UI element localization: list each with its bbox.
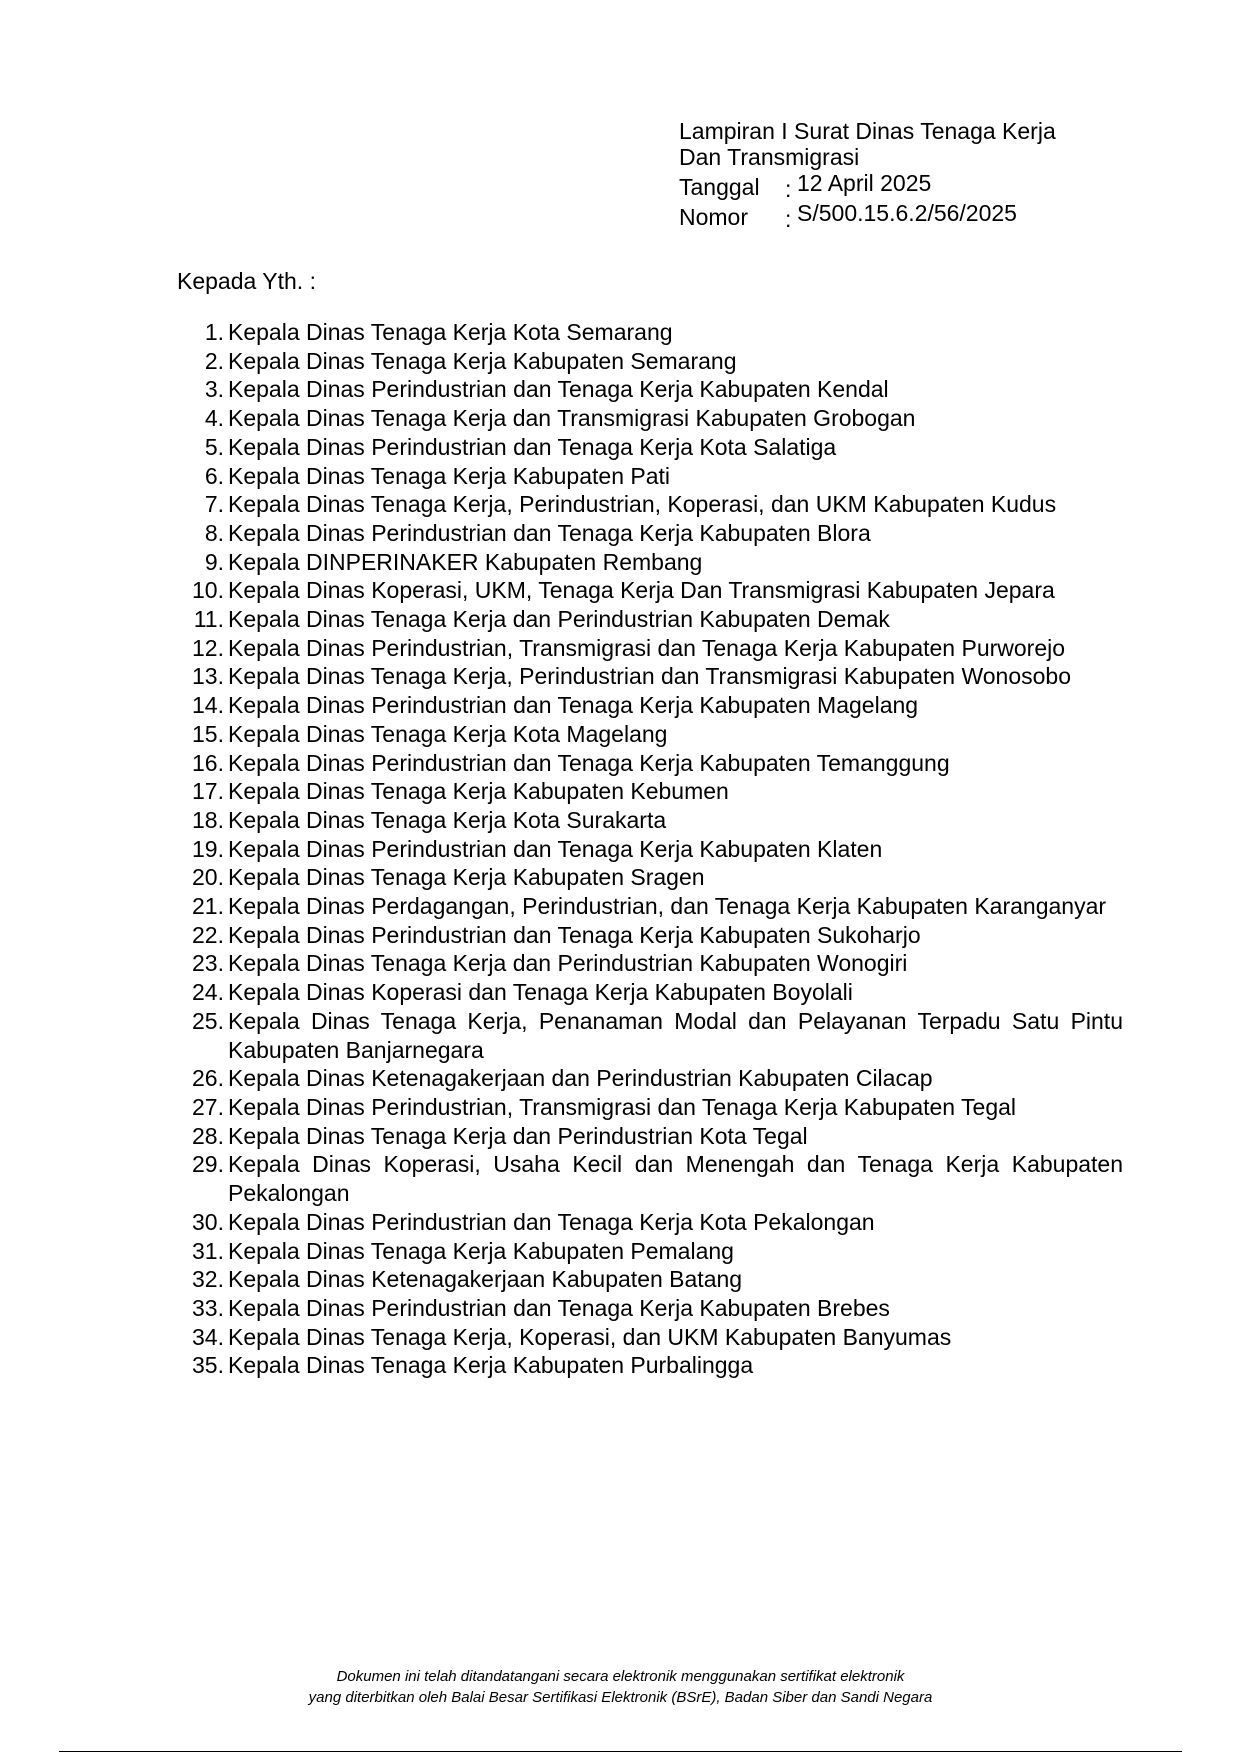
recipient-number: 25. xyxy=(192,1007,224,1034)
recipient-item xyxy=(160,462,1123,491)
recipient-number: 3. xyxy=(204,376,224,403)
recipient-number: 17. xyxy=(192,778,224,805)
recipient-item xyxy=(160,1351,1123,1380)
recipient-name: Kepala Dinas Perindustrian dan Tenaga Kerja Kabupaten Temanggung xyxy=(228,749,950,776)
recipient-item xyxy=(160,404,1123,433)
recipient-number: 7. xyxy=(204,491,224,518)
recipient-item xyxy=(160,1093,1123,1122)
recipient-name: Kepala Dinas Perindustrian, Transmigrasi dan Tenaga Kerja Kabupaten Tegal xyxy=(228,1093,1017,1120)
recipient-item xyxy=(160,662,1123,691)
attachment-header xyxy=(679,118,1119,230)
date-value: 12 April 2025 xyxy=(797,170,932,196)
recipient-number: 6. xyxy=(204,462,224,489)
recipient-item xyxy=(160,806,1123,835)
recipient-name: Kepala Dinas Perindustrian dan Tenaga Kerja Kabupaten Sukoharjo xyxy=(228,921,921,948)
recipient-name: Kepala Dinas Tenaga Kerja dan Transmigrasi Kabupaten Grobogan xyxy=(228,405,916,432)
recipient-item xyxy=(160,318,1123,347)
attachment-title-line1: Lampiran I Surat Dinas Tenaga Kerja xyxy=(679,118,1056,144)
recipient-name: Kepala Dinas Tenaga Kerja dan Perindustrian Kabupaten Wonogiri xyxy=(228,950,908,977)
recipient-item xyxy=(160,749,1123,778)
recipient-item xyxy=(160,1237,1123,1266)
recipient-name: Kepala Dinas Perindustrian, Transmigrasi dan Tenaga Kerja Kabupaten Purworejo xyxy=(228,634,1066,661)
recipient-number: 20. xyxy=(192,864,224,891)
recipient-number: 16. xyxy=(192,749,224,776)
recipient-number: 23. xyxy=(192,950,224,977)
recipient-number: 2. xyxy=(204,347,224,374)
recipient-name: Kepala Dinas Perindustrian dan Tenaga Kerja Kabupaten Klaten xyxy=(228,835,883,862)
recipient-name: Kepala Dinas Tenaga Kerja, Perindustrian dan Transmigrasi Kabupaten Wonosobo xyxy=(228,663,1072,690)
recipient-name: Kepala Dinas Perindustrian dan Tenaga Kerja Kabupaten Kendal xyxy=(228,376,889,403)
recipient-item xyxy=(160,490,1123,519)
recipient-number: 15. xyxy=(192,720,224,747)
attachment-title-line2: Dan Transmigrasi xyxy=(679,144,860,170)
recipient-number: 21. xyxy=(192,893,224,920)
recipient-name: Kepala Dinas Koperasi, Usaha Kecil dan Menengah dan Tenaga Kerja Kabupaten Pekalongan xyxy=(228,1151,1123,1207)
recipient-item xyxy=(160,1323,1123,1352)
recipient-item xyxy=(160,634,1123,663)
recipient-number: 27. xyxy=(192,1093,224,1120)
recipient-name: Kepala Dinas Perindustrian dan Tenaga Kerja Kota Salatiga xyxy=(228,433,837,460)
recipient-number: 22. xyxy=(192,921,224,948)
number-value: S/500.15.6.2/56/2025 xyxy=(797,200,1017,226)
recipient-name: Kepala Dinas Tenaga Kerja Kota Semarang xyxy=(228,319,673,345)
recipient-item xyxy=(160,1294,1123,1323)
recipient-list xyxy=(160,318,1123,1380)
recipient-number: 32. xyxy=(192,1266,224,1293)
recipient-number: 12. xyxy=(192,634,224,661)
recipient-name: Kepala Dinas Ketenagakerjaan dan Perindustrian Kabupaten Cilacap xyxy=(228,1065,933,1092)
recipient-heading: Kepada Yth. : xyxy=(177,268,316,294)
recipient-number: 5. xyxy=(204,433,224,460)
date-row xyxy=(679,170,1119,200)
recipient-name: Kepala Dinas Koperasi, UKM, Tenaga Kerja Dan Transmigrasi Kabupaten Jepara xyxy=(228,577,1055,604)
footer-divider xyxy=(59,1751,1182,1752)
electronic-signature-note xyxy=(0,1666,1241,1708)
recipient-item xyxy=(160,978,1123,1007)
recipient-item xyxy=(160,1122,1123,1151)
recipient-item xyxy=(160,519,1123,548)
recipient-name: Kepala Dinas Perindustrian dan Tenaga Kerja Kabupaten Magelang xyxy=(228,692,919,719)
recipient-name: Kepala Dinas Tenaga Kerja dan Perindustrian Kabupaten Demak xyxy=(228,606,890,633)
recipient-name: Kepala Dinas Tenaga Kerja Kabupaten Semarang xyxy=(228,347,737,374)
date-label: Tanggal xyxy=(679,174,760,200)
recipient-number: 29. xyxy=(192,1151,224,1178)
recipient-number: 33. xyxy=(192,1294,224,1321)
recipient-number: 11. xyxy=(193,606,224,633)
recipient-item xyxy=(160,892,1123,921)
recipient-number: 24. xyxy=(192,979,224,1006)
date-separator: : xyxy=(785,176,792,202)
recipient-number: 26. xyxy=(192,1065,224,1092)
number-separator: : xyxy=(785,206,792,232)
recipient-item xyxy=(160,863,1123,892)
recipient-number: 19. xyxy=(192,835,224,862)
recipient-name: Kepala Dinas Tenaga Kerja, Penanaman Modal dan Pelayanan Terpadu Satu Pintu Kabupaten Banjarnegara xyxy=(228,1007,1123,1063)
number-row xyxy=(679,200,1119,230)
recipient-item xyxy=(160,375,1123,404)
recipient-number: 8. xyxy=(204,519,224,546)
recipient-name: Kepala Dinas Ketenagakerjaan Kabupaten Batang xyxy=(228,1266,743,1293)
recipient-number: 9. xyxy=(204,548,224,575)
recipient-name: Kepala Dinas Perindustrian dan Tenaga Kerja Kabupaten Blora xyxy=(228,519,871,546)
recipient-item xyxy=(160,921,1123,950)
recipient-name: Kepala Dinas Tenaga Kerja dan Perindustrian Kota Tegal xyxy=(228,1122,808,1149)
recipient-name: Kepala Dinas Tenaga Kerja, Perindustrian, Koperasi, dan UKM Kabupaten Kudus xyxy=(228,491,1057,518)
recipient-name: Kepala Dinas Perindustrian dan Tenaga Kerja Kota Pekalongan xyxy=(228,1208,875,1235)
recipient-item xyxy=(160,691,1123,720)
recipient-item xyxy=(160,1265,1123,1294)
recipient-name: Kepala Dinas Tenaga Kerja Kota Surakarta xyxy=(228,806,667,833)
recipient-number: 14. xyxy=(192,692,224,719)
recipient-name: Kepala DINPERINAKER Kabupaten Rembang xyxy=(228,548,703,575)
recipient-name: Kepala Dinas Tenaga Kerja Kota Magelang xyxy=(228,720,668,747)
recipient-item xyxy=(160,835,1123,864)
recipient-item xyxy=(160,1007,1123,1064)
recipient-name: Kepala Dinas Tenaga Kerja Kabupaten Pemalang xyxy=(228,1237,734,1264)
recipient-item xyxy=(160,1208,1123,1237)
recipient-name: Kepala Dinas Tenaga Kerja, Koperasi, dan UKM Kabupaten Banyumas xyxy=(228,1323,952,1350)
recipient-number: 31. xyxy=(192,1237,224,1264)
recipient-item xyxy=(160,548,1123,577)
recipient-name: Kepala Dinas Perindustrian dan Tenaga Kerja Kabupaten Brebes xyxy=(228,1294,890,1321)
recipient-number: 13. xyxy=(192,663,224,690)
recipient-name: Kepala Dinas Tenaga Kerja Kabupaten Sragen xyxy=(228,864,705,891)
signature-note-line2: yang diterbitkan oleh Balai Besar Sertifikasi Elektronik (BSrE), Badan Siber dan Sandi Negara xyxy=(308,1689,933,1706)
recipient-item xyxy=(160,720,1123,749)
recipient-number: 30. xyxy=(192,1208,224,1235)
recipient-item xyxy=(160,949,1123,978)
recipient-name: Kepala Dinas Tenaga Kerja Kabupaten Purbalingga xyxy=(228,1352,754,1379)
recipient-item xyxy=(160,1150,1123,1207)
recipient-name: Kepala Dinas Tenaga Kerja Kabupaten Kebumen xyxy=(228,778,729,805)
number-label: Nomor xyxy=(679,204,749,230)
recipient-item xyxy=(160,605,1123,634)
recipient-name: Kepala Dinas Tenaga Kerja Kabupaten Pati xyxy=(228,462,671,489)
recipient-name: Kepala Dinas Koperasi dan Tenaga Kerja Kabupaten Boyolali xyxy=(228,979,853,1006)
signature-note-line1: Dokumen ini telah ditandatangani secara elektronik menggunakan sertifikat elektronik xyxy=(336,1668,905,1685)
recipient-item xyxy=(160,777,1123,806)
recipient-number: 1. xyxy=(204,319,224,345)
recipient-item xyxy=(160,347,1123,376)
recipient-number: 4. xyxy=(204,405,224,432)
recipient-item xyxy=(160,576,1123,605)
recipient-number: 10. xyxy=(192,577,224,604)
recipient-number: 28. xyxy=(192,1122,224,1149)
recipient-item xyxy=(160,433,1123,462)
recipient-number: 18. xyxy=(192,806,224,833)
recipient-name: Kepala Dinas Perdagangan, Perindustrian, dan Tenaga Kerja Kabupaten Karanganyar xyxy=(228,893,1107,920)
recipient-number: 34. xyxy=(192,1323,224,1350)
recipient-item xyxy=(160,1064,1123,1093)
recipient-number: 35. xyxy=(192,1352,224,1379)
